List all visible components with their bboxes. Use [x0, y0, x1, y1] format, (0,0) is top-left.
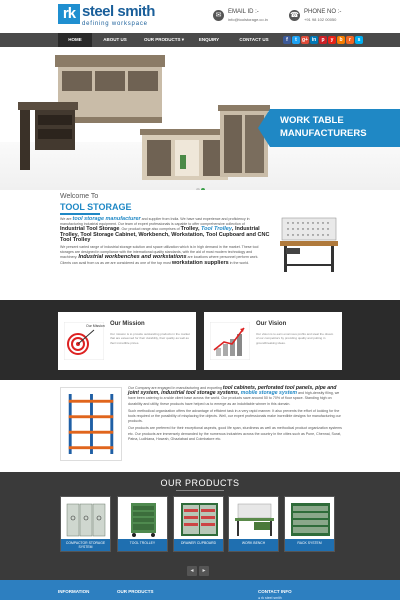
- welcome-title: TOOL STORAGE: [60, 202, 132, 212]
- about-p1-b: and high-density filing, we have been catering to a wide client base across the world. Our products save around 50 to 70% of floor space. Standing high on durability and utility, these products have helped us to emerge as an indubitable winner in this domain.: [128, 391, 340, 406]
- site-footer: [0, 580, 400, 600]
- growth-chart-icon: [210, 322, 250, 360]
- hero-banner: [270, 109, 400, 147]
- welcome-p1-blue[interactable]: Tool Trolley: [201, 226, 232, 233]
- twitter-icon[interactable]: t: [292, 36, 300, 44]
- logo-mark: rk: [58, 4, 80, 24]
- rack-system-image: [288, 500, 333, 538]
- about-p1-link[interactable]: mobile storage system: [240, 390, 297, 397]
- footer-contact-heading: CONTACT INFO: [258, 589, 292, 594]
- welcome-p2-b: are locations where personnel perform work. Clients can avail from us as we are considered as one of the top most: [60, 255, 259, 265]
- compactor-image: [64, 500, 109, 538]
- products-title: OUR PRODUCTS: [160, 478, 240, 488]
- products-title-underline: [176, 490, 224, 491]
- product-card-rack-system[interactable]: [284, 496, 335, 552]
- mission-text: Our mission is to provide outstanding products in the market that are esteemed for their durability, their quality as well as their incredible prices.: [110, 332, 190, 345]
- vision-title: Our Vision: [256, 321, 287, 327]
- products-section: [0, 472, 400, 580]
- banner-arrow: [258, 109, 270, 147]
- welcome-p1-bold4: , Industrial Trolley, Tool Storage Cabinet, Workbench, Workstation, Tool Cupboard and CNC Tool Trolley: [60, 226, 270, 243]
- welcome-p1-b: and supplier from India. We have vast experience and proficiency in manufacturing industrial equipment. Our team of expert professionals is capable to offer comprehensive collection of: [60, 217, 250, 227]
- about-text: [128, 386, 343, 444]
- product-card-compactor[interactable]: [60, 496, 111, 552]
- vision-card: [204, 312, 342, 370]
- banner-line-2: MANUFACTURERS: [280, 128, 367, 139]
- slider-dots: [196, 179, 206, 190]
- tool-trolley-image: [121, 500, 166, 538]
- phone-number: +91 98 102 00050: [304, 17, 337, 22]
- main-nav: [0, 33, 400, 47]
- email-title: EMAIL ID :-: [228, 9, 259, 15]
- youtube-icon[interactable]: y: [328, 36, 336, 44]
- welcome-p1-bold2: Industrial Tool Storage: [60, 226, 120, 233]
- blogger-icon[interactable]: b: [337, 36, 345, 44]
- phone-title: PHONE NO :-: [304, 9, 342, 15]
- product-card-tool-trolley[interactable]: [117, 496, 168, 552]
- welcome-section: [0, 190, 400, 300]
- nav-enquiry[interactable]: ENQUIRY: [198, 37, 220, 42]
- welcome-p2-bold2: workstation suppliers: [171, 259, 229, 266]
- welcome-p1-c: . Our product range also comprises of: [119, 227, 181, 232]
- mail-icon: ✉: [213, 10, 224, 21]
- welcome-p1-bold1: tool storage manufacturer: [72, 216, 141, 222]
- logo-tagline: defining workspace: [82, 21, 148, 27]
- welcome-pre-title: Welcome To: [60, 193, 99, 200]
- welcome-p2-c: in the world.: [228, 260, 250, 265]
- workbench-image: [278, 214, 340, 276]
- hero-banner-text: [280, 114, 367, 140]
- welcome-p2-bold1: Industrial workbenches and workstations: [78, 254, 187, 261]
- skype-icon[interactable]: s: [355, 36, 363, 44]
- product-card-drawer-cupboard[interactable]: [173, 496, 224, 552]
- google-plus-icon[interactable]: g+: [302, 37, 308, 43]
- pinterest-icon[interactable]: p: [319, 36, 327, 44]
- facebook-icon[interactable]: f: [283, 36, 291, 44]
- welcome-p2-a: We present varied range of industrial storage solution and space utilization which is in high demand in the market. These tool storages are designed in compliance with the international quality standards, with the aid of most modern technology and machinery.: [60, 245, 259, 260]
- nav-about-us[interactable]: ABOUT US: [103, 37, 127, 42]
- site-logo[interactable]: [58, 3, 177, 31]
- welcome-p1-bold3: Trolley,: [180, 226, 202, 233]
- logo-name: steel smith: [82, 3, 155, 20]
- email-link[interactable]: info@toolstorage.co.in: [228, 17, 268, 22]
- about-p3: Our products are preferred for their exceptional aspects, good life span, sturdiness as well as methodical product organization systems etc. Our products are immensely demanded by the numerous industries across the country in the cities such as Pune, Chennai, Surat, Patna, Ludhiana, Howrah, Ghaziabad and Coimbatore etc.: [128, 426, 342, 441]
- hero-slider: [0, 47, 400, 190]
- product-label: RACK SYSTEM: [285, 539, 334, 551]
- linkedin-icon[interactable]: in: [311, 37, 317, 43]
- footer-products-heading: OUR PRODUCTS: [117, 589, 154, 594]
- nav-our-products[interactable]: OUR PRODUCTS ▾: [143, 37, 184, 42]
- nav-home[interactable]: HOME: [58, 33, 92, 47]
- site-header: [0, 0, 400, 33]
- mission-icon-label: Our Mission: [86, 324, 105, 328]
- nav-contact-us[interactable]: CONTACT US: [239, 37, 269, 42]
- mission-card: [58, 312, 196, 370]
- rss-icon[interactable]: r: [346, 36, 354, 44]
- product-label: COMPACTOR STORAGE SYSTEM: [61, 539, 110, 551]
- banner-line-1: WORK TABLE: [280, 115, 344, 126]
- vision-text: Our vision is to earn enormous profits and steal the dream of our competitors by providing quality and putting in groundbreaking ideas.: [256, 332, 334, 345]
- title-underline: [60, 213, 100, 215]
- product-card-work-bench[interactable]: [228, 496, 279, 552]
- about-p1-bold: tool cabinets, perforated tool panels, pipe and joint system, industrial tool storage systems,: [128, 385, 337, 397]
- drawer-cupboard-image: [177, 500, 222, 538]
- product-label: WORK BENCH: [229, 539, 278, 551]
- footer-contact-company: ● rk steel smith: [258, 596, 282, 600]
- rack-image: [60, 387, 122, 461]
- product-label: DRAWER CUPBOARD: [174, 539, 223, 551]
- welcome-text: [60, 217, 270, 266]
- welcome-p1-a: We are: [60, 217, 73, 221]
- about-p2: Such methodical organization offers the advantage of efficient task in a very rapid manner. It also prevents the effort of looking for the tools required or the possibility of misplacing the objects. Well, our expert professionals make incredible designs for manufacturing our products.: [128, 408, 341, 424]
- carousel-prev-button[interactable]: ◂: [187, 566, 197, 576]
- carousel-controls: [187, 559, 211, 577]
- mission-title: Our Mission: [110, 321, 145, 327]
- about-section: [0, 380, 400, 472]
- work-bench-image: [232, 500, 277, 538]
- phone-icon: ☎: [290, 12, 299, 19]
- product-label: TOOL TROLLEY: [118, 539, 167, 551]
- carousel-next-button[interactable]: ▸: [199, 566, 209, 576]
- about-p1-a: Our Company are engaged in manufacturing and exporting: [128, 386, 223, 390]
- footer-information-heading: INFORMATION: [58, 589, 90, 594]
